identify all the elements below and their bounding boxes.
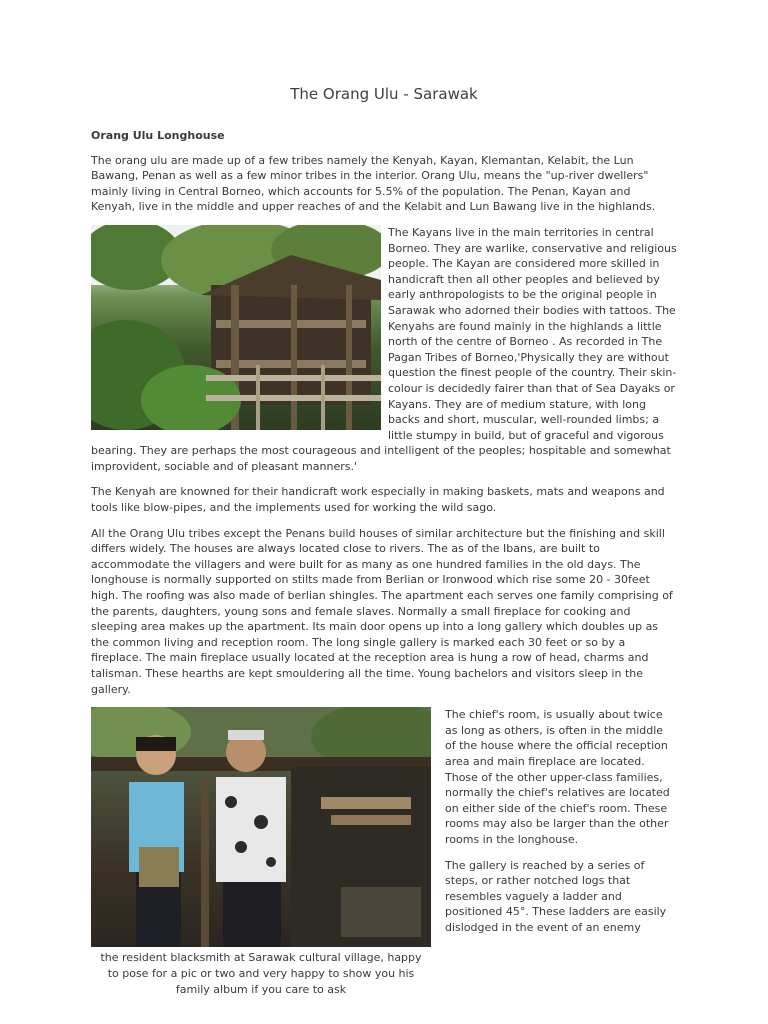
chief-room-paragraph: The chief's room, is usually about twice as long as others, is often in the middle of the house where the official reception area and main fireplace are located. Those of the other upper-class families, normally the chief's relatives are located on either side of the chief's room. These rooms may also be larger than the other rooms in the longhouse. xyxy=(445,708,670,846)
kayans-paragraph: The Kayans live in the main territories in central Borneo. They are warlike, conservative and religious people. The Kayan are considered more skilled in handicraft then all other peoples and believed by early anthropologists to be the original people in Sarawak who adorned their bodies with tattoos. The Kenyahs are found mainly in the highlands a little north of the centre of Borneo . As recorded in The Pagan Tribes of Borneo,'Physically they are without question the finest people of the country. Their skin-colour is decidedly fairer than that of Sea Dayaks or Kayans. They are of medium stature, with long backs and short, muscular, well-rounded limbs; a little stumpy in build, but of graceful and vigorous bearing. They are perhaps the most courageous and intelligent of the peoples; hospitable and somewhat improvident, sociable and of pleasant manners.' xyxy=(91,225,677,473)
blacksmith-figure xyxy=(91,707,431,998)
article-body xyxy=(91,128,677,998)
longhouse-photo xyxy=(91,225,381,430)
section-heading: Orang Ulu Longhouse xyxy=(91,129,225,142)
photo-caption: the resident blacksmith at Sarawak cultural village, happy to pose for a pic or two and very happy to show you his family album if you care to ask xyxy=(100,951,422,997)
intro-paragraph: The orang ulu are made up of a few tribes namely the Kenyah, Kayan, Klemantan, Kelabit, the Lun Bawang, Penan as well as a few minor tribes in the interior. Orang Ulu, means the "up-river dwellers" mainly living in Central Borneo, which accounts for 5.5% of the population. The Penan, Kayan and Kenyah, live in the middle and upper reaches of and the Kelabit and Lun Bawang live in the highlands. xyxy=(91,153,656,214)
kenyah-paragraph: The Kenyah are knowned for their handicraft work especially in making baskets, mats and weapons and tools like blow-pipes, and the implements used for working the wild sago. xyxy=(91,485,665,515)
page-title: The Orang Ulu - Sarawak xyxy=(290,85,478,103)
gallery-paragraph: The gallery is reached by a series of steps, or rather notched logs that resembles vaguely a ladder and positioned 45°. These ladders are easily dislodged in the event of an enemy xyxy=(445,858,667,934)
houses-paragraph: All the Orang Ulu tribes except the Penans build houses of similar architecture but the finishing and skill differs widely. The houses are always located close to rivers. The as of the Ibans, are built to accommodate the villagers and were built for as many as one hundred families in the old days. The longhouse is normally supported on stilts made from Berlian or Ironwood which rise some 20 - 30feet high. The roofing was also made of berlian shingles. The apartment each serves one family comprising of the parents, daughters, young sons and female slaves. Normally a small fireplace for cooking and sleeping area makes up the apartment. Its main door opens up into a long gallery which doubles up as the common living and reception room. The long single gallery is marked each 30 feet or so by a fireplace. The main fireplace usually located at the reception area is hung a row of head, charms and talisman. These hearths are kept smouldering all the time. Young bachelors and visitors sleep in the gallery. xyxy=(91,526,673,696)
blacksmith-photo xyxy=(91,707,431,947)
